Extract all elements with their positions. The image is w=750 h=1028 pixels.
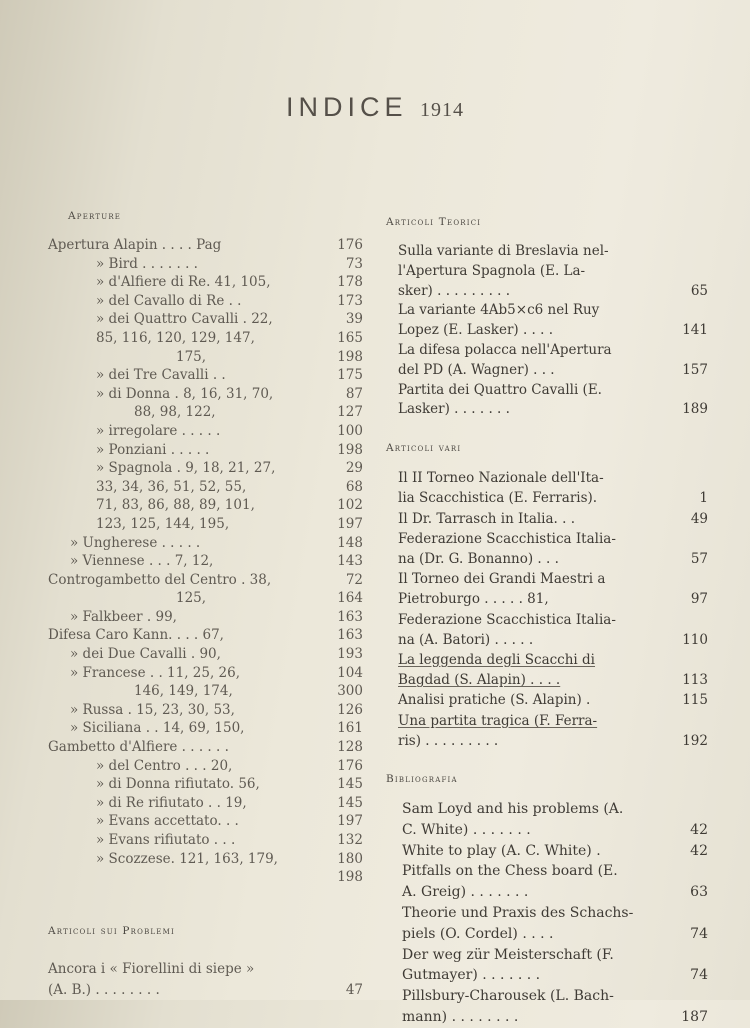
entry-page-number: 63 <box>690 884 708 901</box>
entry-label: Il Dr. Tarrasch in Italia. . . <box>398 510 576 527</box>
index-entry <box>398 242 708 262</box>
entry-page-number: 197 <box>337 515 363 532</box>
entry-page-number: 57 <box>690 550 708 567</box>
title-year: 1914 <box>420 99 465 121</box>
entry-label: » Bird . . . . . . . <box>96 255 198 272</box>
entry-page-number: 148 <box>337 534 363 551</box>
entry-label: » dei Tre Cavalli . . <box>96 367 226 384</box>
index-entry <box>398 262 708 282</box>
right-column <box>386 216 708 1028</box>
entry-page-number: 164 <box>337 590 363 607</box>
index-entry <box>402 1007 708 1028</box>
index-entry <box>398 488 708 508</box>
entry-label: La leggenda degli Scacchi di <box>398 652 596 668</box>
entry-page-number: 198 <box>337 869 363 886</box>
entry-label: 123, 125, 144, 195, <box>96 515 230 532</box>
index-entry <box>48 329 363 348</box>
entry-label: Difesa Caro Kann. . . . 67, <box>48 627 224 644</box>
entry-page-number: 145 <box>337 776 363 793</box>
entry-label: 175, <box>176 348 207 365</box>
entry-label: 88, 98, 122, <box>134 404 216 421</box>
index-entry <box>48 626 363 645</box>
index-entry <box>48 738 363 757</box>
entry-page-number: 65 <box>690 282 708 299</box>
entry-label: White to play (A. C. White) . <box>402 842 601 859</box>
index-entry <box>398 711 708 731</box>
index-entry <box>398 400 708 420</box>
entry-label: (A. B.) . . . . . . . . <box>48 981 160 998</box>
entry-page-number: 178 <box>337 274 363 291</box>
entry-label: 146, 149, 174, <box>134 683 233 700</box>
index-entry <box>398 670 708 690</box>
entry-label: » Falkbeer . 99, <box>70 608 177 625</box>
index-entry <box>48 534 363 553</box>
index-entry <box>402 882 708 903</box>
index-entry <box>48 608 363 627</box>
entry-label: » Scozzese. 121, 163, 179, <box>96 850 278 867</box>
bibliografia-list <box>386 799 708 1028</box>
section-heading-vari: Articoli vari <box>386 442 462 455</box>
index-entry <box>398 468 708 488</box>
entry-label: » Spagnola . 9, 18, 21, 27, <box>96 460 276 477</box>
index-entry <box>402 965 708 986</box>
entry-label: lia Scacchistica (E. Ferraris). <box>398 490 598 507</box>
entry-page-number: 132 <box>337 832 363 848</box>
index-entry <box>48 775 363 794</box>
entry-page-number: 192 <box>682 732 708 749</box>
entry-label: » irregolare . . . . . <box>96 422 221 439</box>
entry-label: Gutmayer) . . . . . . . <box>402 967 541 984</box>
entry-page-number: 87 <box>345 385 363 402</box>
index-entry <box>48 515 363 534</box>
entry-page-number: 300 <box>337 683 363 700</box>
entry-label: 33, 34, 36, 51, 52, 55, <box>96 478 247 495</box>
index-entry <box>48 868 363 887</box>
entry-page-number: 173 <box>337 292 363 309</box>
entry-page-number: 197 <box>337 813 363 830</box>
entry-page-number: 104 <box>337 664 363 681</box>
entry-page-number: 29 <box>345 460 363 477</box>
index-entry <box>48 701 363 720</box>
entry-label: del PD (A. Wagner) . . . <box>398 361 555 378</box>
entry-page-number: 100 <box>337 422 363 439</box>
index-entry <box>398 341 708 361</box>
entry-label: Der weg zür Meisterschaft (F. <box>402 946 614 963</box>
entry-page-number: 157 <box>682 361 708 378</box>
entry-page-number: 1 <box>699 490 708 507</box>
entry-page-number: 175 <box>337 367 363 384</box>
index-entry <box>398 549 708 569</box>
index-entry <box>398 650 708 670</box>
index-entry <box>48 959 363 980</box>
index-entry <box>398 509 708 529</box>
entry-page-number: 39 <box>345 311 363 328</box>
section-heading-bibliografia: Bibliografia <box>386 773 458 786</box>
index-entry <box>48 664 363 683</box>
aperture-list <box>48 236 363 887</box>
entry-label: Analisi pratiche (S. Alapin) . <box>398 692 591 709</box>
entry-label: 71, 83, 86, 88, 89, 101, <box>96 497 255 514</box>
index-entry <box>48 831 363 850</box>
index-entry <box>402 924 708 945</box>
entry-label: » dei Quattro Cavalli . 22, <box>96 311 273 328</box>
entry-label: Il II Torneo Nazionale dell'Ita- <box>398 470 604 487</box>
index-entry <box>402 841 708 862</box>
entry-label: Una partita tragica (F. Ferra- <box>398 712 598 729</box>
entry-label: » Ponziani . . . . . <box>96 441 210 458</box>
index-entry <box>48 719 363 738</box>
entry-label: » d'Alfiere di Re. 41, 105, <box>96 274 271 291</box>
index-entry <box>48 348 363 367</box>
index-entry <box>48 441 363 460</box>
entry-page-number: 141 <box>682 322 708 339</box>
index-entry <box>48 589 363 608</box>
index-entry <box>402 820 708 841</box>
entry-label: Theorie und Praxis des Schachs- <box>402 905 634 921</box>
entry-page-number: 180 <box>337 850 363 867</box>
entry-label: » Ungherese . . . . . <box>70 534 201 551</box>
entry-label: Pillsbury-Charousek (L. Bach- <box>402 988 614 1005</box>
entry-page-number: 72 <box>345 571 363 588</box>
entry-label: l'Apertura Spagnola (E. La- <box>398 262 586 279</box>
entry-page-number: 128 <box>337 739 363 756</box>
index-entry <box>398 731 708 751</box>
index-entry <box>398 381 708 401</box>
entry-page-number: 163 <box>337 608 363 625</box>
entry-page-number: 97 <box>690 591 708 608</box>
index-entry <box>48 385 363 404</box>
entry-page-number: 198 <box>337 441 363 458</box>
index-entry <box>48 980 363 1001</box>
entry-label: Bagdad (S. Alapin) . . . . <box>398 672 561 689</box>
index-entry <box>48 571 363 590</box>
index-entry <box>398 589 708 609</box>
index-entry <box>48 236 363 255</box>
entry-label: La variante 4Ab5×c6 nel Ruy <box>398 302 600 319</box>
index-entry <box>402 861 708 882</box>
entry-page-number: 163 <box>337 627 363 644</box>
entry-label: Sulla variante di Breslavia nel- <box>398 243 609 259</box>
entry-page-number: 143 <box>337 553 363 570</box>
entry-label: Sam Loyd and his problems (A. <box>402 801 624 818</box>
entry-label: » Viennese . . . 7, 12, <box>70 553 214 570</box>
entry-label: piels (O. Cordel) . . . . <box>402 925 554 942</box>
entry-page-number: 145 <box>337 794 363 811</box>
entry-label: » Siciliana . . 14, 69, 150, <box>70 720 245 737</box>
entry-page-number: 176 <box>337 757 363 774</box>
entry-page-number: 127 <box>337 404 363 421</box>
index-entry <box>398 321 708 341</box>
entry-page-number: 165 <box>337 329 363 346</box>
index-entry <box>402 986 708 1007</box>
entry-label: » del Centro . . . 20, <box>96 757 233 774</box>
entry-page-number: 49 <box>690 510 708 527</box>
index-entry <box>48 850 363 869</box>
index-entry <box>48 496 363 515</box>
section-heading-teorici: Articoli Teorici <box>386 216 482 228</box>
entry-label: Lopez (E. Lasker) . . . . <box>398 322 553 339</box>
index-entry <box>402 903 708 924</box>
index-entry <box>398 630 708 650</box>
index-entry <box>48 812 363 831</box>
entry-label: » Francese . . 11, 25, 26, <box>70 664 241 681</box>
index-entry <box>398 282 708 302</box>
teorici-list <box>386 242 708 420</box>
entry-label: » dei Due Cavalli . 90, <box>70 646 221 663</box>
entry-label: sker) . . . . . . . . . <box>398 282 511 299</box>
index-entry <box>398 569 708 589</box>
entry-page-number: 161 <box>337 720 363 737</box>
entry-page-number: 113 <box>682 672 708 689</box>
index-entry <box>398 529 708 549</box>
entry-label: Partita dei Quattro Cavalli (E. <box>398 381 602 398</box>
entry-page-number: 126 <box>337 701 363 718</box>
entry-page-number: 42 <box>690 842 708 859</box>
entry-label: » Evans accettato. . . <box>96 813 239 830</box>
index-entry <box>48 682 363 701</box>
index-entry <box>398 690 708 710</box>
index-entry <box>48 645 363 664</box>
index-entry <box>48 366 363 385</box>
entry-label: Federazione Scacchistica Italia- <box>398 530 616 547</box>
section-heading-problemi: Articoli sui Problemi <box>48 924 175 937</box>
entry-page-number: 74 <box>690 967 708 984</box>
index-entry <box>398 361 708 381</box>
problemi-list <box>48 959 363 1001</box>
index-entry <box>48 292 363 311</box>
entry-label: Gambetto d'Alfiere . . . . . . <box>48 739 229 756</box>
entry-page-number: 110 <box>682 631 708 648</box>
entry-label: Ancora i « Fiorellini di siepe » <box>48 960 255 977</box>
index-entry <box>398 610 708 630</box>
entry-label: Controgambetto del Centro . 38, <box>48 571 272 588</box>
vari-list <box>386 468 708 751</box>
entry-label: Federazione Scacchistica Italia- <box>398 611 616 628</box>
entry-page-number: 189 <box>682 401 708 418</box>
index-entry <box>402 799 708 820</box>
entry-label: » del Cavallo di Re . . <box>96 292 242 309</box>
entry-page-number: 187 <box>681 1008 708 1025</box>
title-main: INDICE <box>285 92 408 122</box>
entry-page-number: 115 <box>682 692 708 709</box>
entry-page-number: 198 <box>337 348 363 365</box>
entry-label: Apertura Alapin . . . . Pag <box>48 237 222 253</box>
index-entry <box>48 794 363 813</box>
entry-page-number: 193 <box>337 646 363 663</box>
index-entry <box>48 255 363 274</box>
index-entry <box>48 403 363 422</box>
section-heading-aperture: Aperture <box>68 210 122 222</box>
entry-label: 125, <box>176 590 207 607</box>
entry-label: Lasker) . . . . . . . <box>398 401 510 418</box>
left-column <box>48 210 363 1001</box>
entry-page-number: 47 <box>345 981 363 998</box>
index-entry <box>402 945 708 966</box>
entry-label: Pietroburgo . . . . . 81, <box>398 591 549 608</box>
index-entry <box>48 552 363 571</box>
index-entry <box>48 422 363 441</box>
index-entry <box>48 459 363 478</box>
entry-label: C. White) . . . . . . . <box>402 821 531 838</box>
entry-page-number: 176 <box>337 237 363 253</box>
entry-page-number: 74 <box>690 925 708 942</box>
entry-label: » di Donna . 8, 16, 31, 70, <box>96 385 274 402</box>
entry-label: » di Re rifiutato . . 19, <box>96 794 247 811</box>
entry-label: 85, 116, 120, 129, 147, <box>96 329 255 346</box>
entry-label: La difesa polacca nell'Apertura <box>398 341 612 358</box>
entry-label: » Evans rifiutato . . . <box>96 832 236 848</box>
index-entry <box>48 273 363 292</box>
page-title <box>0 92 750 123</box>
entry-label: Pitfalls on the Chess board (E. <box>402 863 618 880</box>
entry-label: » di Donna rifiutato. 56, <box>96 776 260 793</box>
entry-label: mann) . . . . . . . . <box>402 1008 519 1025</box>
index-entry <box>48 478 363 497</box>
entry-page-number: 68 <box>345 478 363 495</box>
entry-label: » Russa . 15, 23, 30, 53, <box>70 701 235 718</box>
entry-label: na (Dr. G. Bonanno) . . . <box>398 550 559 567</box>
entry-page-number: 102 <box>337 497 363 514</box>
entry-label: na (A. Batori) . . . . . <box>398 631 534 648</box>
index-entry <box>48 757 363 776</box>
index-entry <box>48 310 363 329</box>
entry-label: ris) . . . . . . . . . <box>398 732 499 749</box>
entry-label: A. Greig) . . . . . . . <box>402 884 529 901</box>
entry-page-number: 42 <box>690 821 708 838</box>
entry-label: Il Torneo dei Grandi Maestri a <box>398 571 606 588</box>
index-entry <box>398 301 708 321</box>
entry-page-number: 73 <box>345 255 363 272</box>
